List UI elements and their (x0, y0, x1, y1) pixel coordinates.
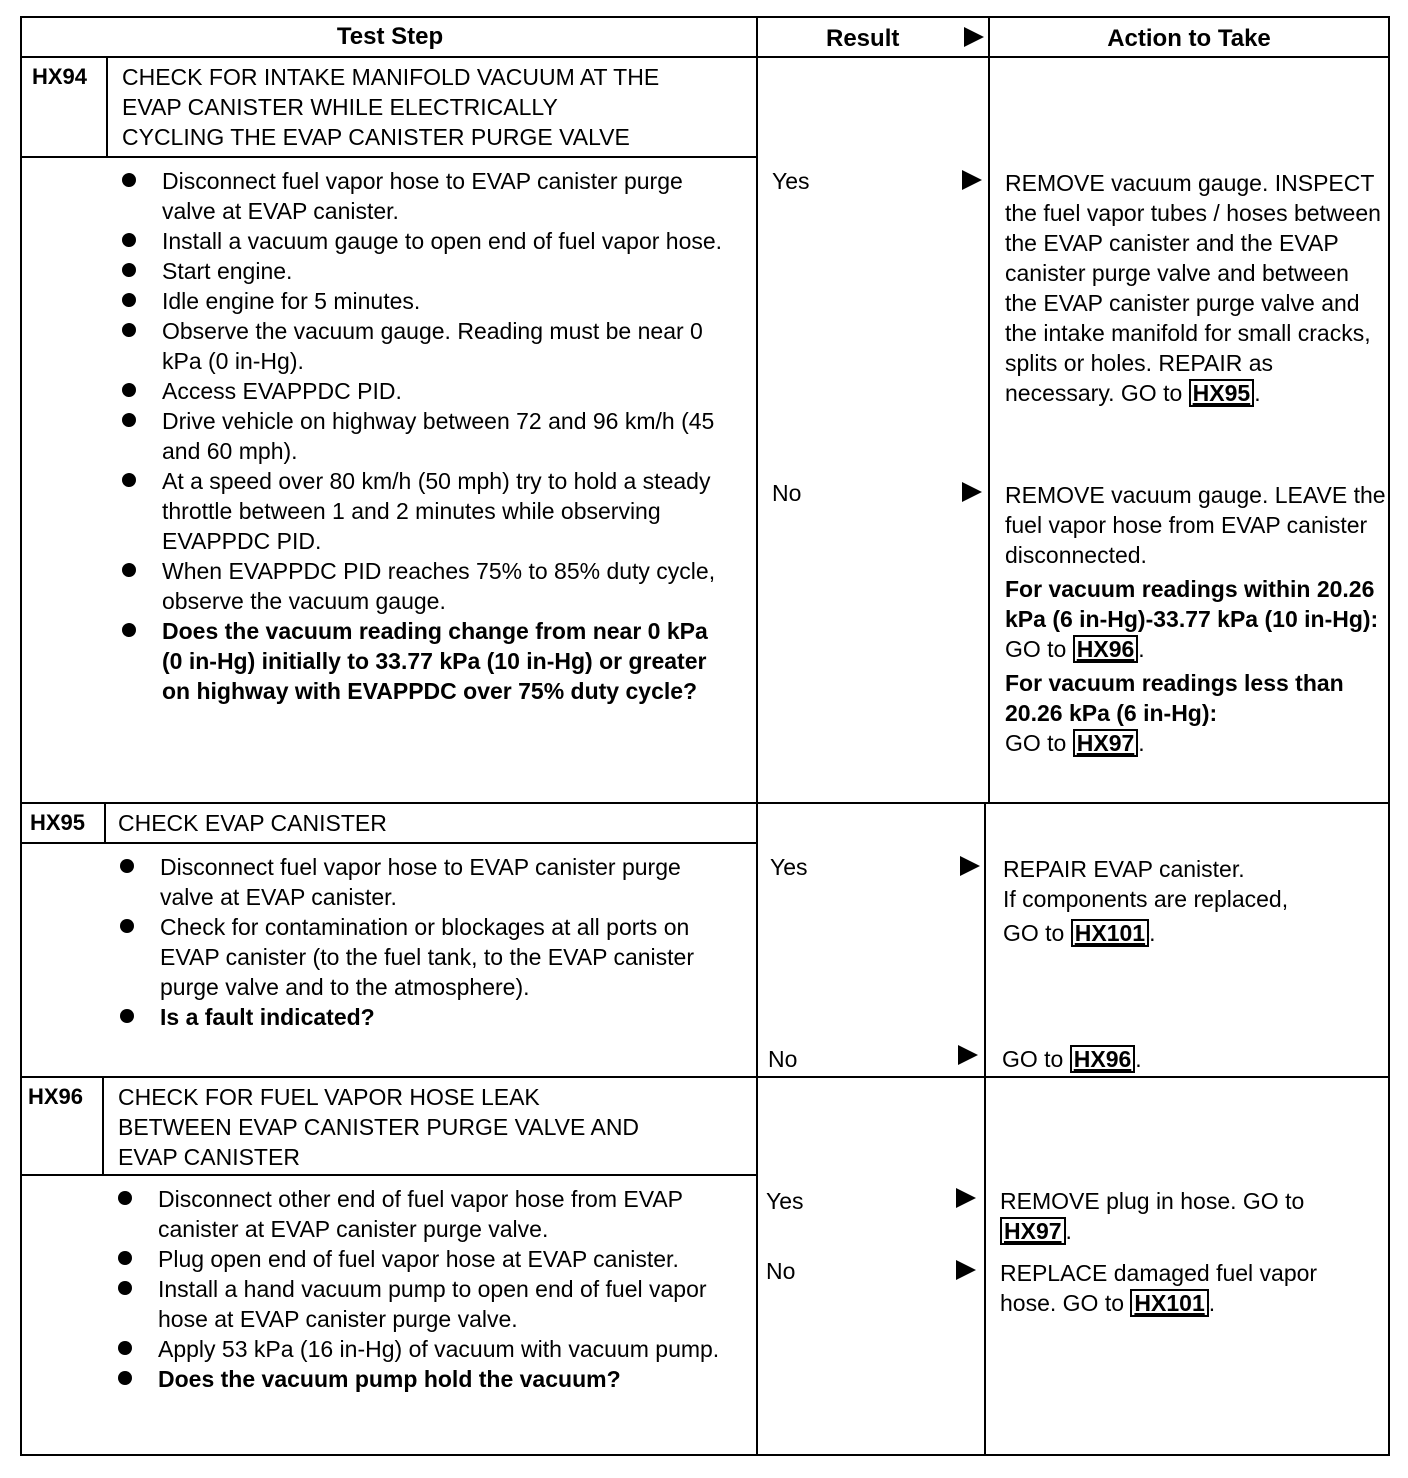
bullet-icon (122, 173, 136, 187)
table-border-top (20, 16, 1390, 18)
bullet-icon (118, 1281, 132, 1295)
hx94-title-underline (20, 156, 758, 158)
step-title-hx96 (118, 1082, 639, 1172)
goto-hx97-link[interactable]: HX97 (1000, 1217, 1066, 1245)
hx96-yes-arrow-icon (956, 1188, 976, 1208)
header-arrow-icon (964, 27, 984, 47)
bullet-icon (122, 623, 136, 637)
goto-hx97-link[interactable]: HX97 (1073, 729, 1139, 757)
hx94-result-yes: Yes (772, 168, 810, 194)
bullet-icon (122, 293, 136, 307)
column-divider-result-action-lower (984, 802, 986, 1456)
bullet-icon (122, 413, 136, 427)
action-text: REMOVE plug in hose. GO to (1000, 1188, 1305, 1214)
hx96-result-yes: Yes (766, 1188, 804, 1214)
list-item: Check for contamination or blockages at all ports on EVAP canister (to the fuel tank, to the EVAP canister purge valve and to the atmosphere). (120, 912, 730, 1002)
hx95-result-yes: Yes (770, 854, 808, 880)
goto-text: GO to (1003, 920, 1065, 946)
list-item: At a speed over 80 km/h (50 mph) try to hold a steady throttle between 1 and 2 minutes while observing EVAPPDC PID. (122, 466, 732, 556)
hx96-title-underline (20, 1174, 758, 1176)
hx96-action-no: REPLACE damaged fuel vapor hose. GO to HX101 . (1000, 1260, 1318, 1316)
bullet-icon (122, 323, 136, 337)
hx94-action-yes: REMOVE vacuum gauge. INSPECT the fuel vapor tubes / hoses between the EVAP canister and the EVAP canister purge valve and between the EVAP canister purge valve and the intake manifold for small cracks, splits or holes. REPAIR as necessary. GO to HX95 . (1005, 170, 1381, 406)
list-item: Access EVAPPDC PID. (122, 376, 732, 406)
goto-hx101-link[interactable]: HX101 (1071, 919, 1149, 947)
list-item: Drive vehicle on highway between 72 and 96 km/h (45 and 60 mph). (122, 406, 732, 466)
bullet-icon (122, 263, 136, 277)
list-item: Disconnect fuel vapor hose to EVAP canister purge valve at EVAP canister. (120, 852, 730, 912)
action-text: REPLACE damaged fuel vapor hose. GO to (1000, 1260, 1318, 1316)
hx94-result-no: No (772, 480, 802, 506)
action-text: REMOVE vacuum gauge. INSPECT the fuel vapor tubes / hoses between the EVAP canister and the EVAP canister purge valve and between the EVAP canister purge valve and the intake manifold for small cracks, splits or holes. REPAIR as necessary. GO to (1005, 170, 1381, 406)
row-divider-hx94-hx95 (20, 802, 1390, 804)
bullet-icon (118, 1251, 132, 1265)
bullet-icon (120, 919, 134, 933)
row-divider-hx95-hx96 (20, 1076, 1390, 1078)
bullet-icon (122, 233, 136, 247)
hx94-action-no: REMOVE vacuum gauge. LEAVE the fuel vapor hose from EVAP canister disconnected. For vacuum readings within 20.26 kPa (6 in-Hg)-33.77 kPa (10 in-Hg): GO to HX96 . For vacuum readings less than 20.26 kPa (6 in-Hg): GO to HX97 . (1005, 482, 1386, 756)
goto-hx101-link[interactable]: HX101 (1130, 1289, 1208, 1317)
question-item: Is a fault indicated? (120, 1002, 730, 1032)
header-test-step: Test Step (336, 23, 444, 50)
bullet-icon (120, 859, 134, 873)
hx96-no-arrow-icon (956, 1260, 976, 1280)
condition-text: For vacuum readings less than 20.26 kPa (6 in-Hg): (1005, 670, 1344, 726)
step-title-line: BETWEEN EVAP CANISTER PURGE VALVE AND (118, 1114, 640, 1140)
list-item: Disconnect fuel vapor hose to EVAP canister purge valve at EVAP canister. (122, 166, 732, 226)
hx95-yes-arrow-icon (960, 856, 980, 876)
bullet-icon (118, 1371, 132, 1385)
list-item: Disconnect other end of fuel vapor hose from EVAP canister at EVAP canister purge valve. (118, 1184, 732, 1244)
bullet-icon (118, 1341, 132, 1355)
hx94-yes-arrow-icon (962, 170, 982, 190)
table-border-bottom (20, 1454, 1390, 1456)
column-divider-result-action-hx94 (988, 56, 990, 802)
list-item: Plug open end of fuel vapor hose at EVAP canister. (118, 1244, 732, 1274)
list-item: Start engine. (122, 256, 732, 286)
action-text: If components are replaced, (1003, 886, 1289, 912)
hx95-title-underline (20, 842, 758, 844)
action-text: REPAIR EVAP canister. (1003, 856, 1245, 882)
hx95-step-list (120, 852, 730, 1032)
bullet-icon (122, 563, 136, 577)
header-divider (20, 56, 1390, 58)
goto-text: GO to (1005, 730, 1067, 756)
header-result: Result (826, 25, 900, 52)
hx96-result-no: No (766, 1258, 796, 1284)
hx94-id-divider (106, 56, 108, 156)
list-item: Install a vacuum gauge to open end of fuel vapor hose. (122, 226, 732, 256)
step-title-line: EVAP CANISTER WHILE ELECTRICALLY (122, 94, 558, 120)
goto-hx96-link[interactable]: HX96 (1070, 1045, 1136, 1073)
condition-text: For vacuum readings within 20.26 kPa (6 in-Hg)-33.77 kPa (10 in-Hg): (1005, 576, 1379, 632)
goto-text: GO to (1005, 636, 1067, 662)
step-title-hx95 (118, 808, 387, 838)
bullet-icon (122, 473, 136, 487)
list-item: When EVAPPDC PID reaches 75% to 85% duty cycle, observe the vacuum gauge. (122, 556, 732, 616)
question-item: Does the vacuum pump hold the vacuum? (118, 1364, 732, 1394)
column-divider-test-result (756, 16, 758, 1456)
hx96-id-divider (102, 1076, 104, 1174)
table-border-right (1388, 16, 1390, 1456)
header-action-to-take: Action to Take (1107, 25, 1271, 52)
goto-text: GO to (1002, 1046, 1064, 1072)
step-id-hx96: HX96 (28, 1084, 84, 1109)
hx95-action-yes: REPAIR EVAP canister. If components are replaced, GO to HX101 . (1003, 854, 1379, 948)
step-title-hx94 (122, 62, 659, 152)
hx95-no-arrow-icon (958, 1045, 978, 1065)
hx94-no-arrow-icon (962, 482, 982, 502)
hx96-step-list (118, 1184, 732, 1394)
goto-hx95-link[interactable]: HX95 (1189, 379, 1255, 407)
step-title-line: CYCLING THE EVAP CANISTER PURGE VALVE (122, 124, 630, 150)
list-item: Apply 53 kPa (16 in-Hg) of vacuum with vacuum pump. (118, 1334, 732, 1364)
hx95-id-divider (104, 802, 106, 842)
hx95-result-no: No (768, 1046, 798, 1072)
hx95-action-no: GO to HX96 . (1002, 1046, 1142, 1072)
bullet-icon (122, 383, 136, 397)
step-title-line: CHECK FOR FUEL VAPOR HOSE LEAK (118, 1084, 540, 1110)
goto-hx96-link[interactable]: HX96 (1073, 635, 1139, 663)
step-id-hx95: HX95 (30, 810, 86, 835)
hx94-step-list (122, 166, 732, 706)
bullet-icon (118, 1191, 132, 1205)
question-item: Does the vacuum reading change from near 0 kPa (0 in-Hg) initially to 33.77 kPa (10 in-Hg) or greater on highway with EVAPPDC over 75% duty cycle? (122, 616, 732, 706)
table-border-left (20, 16, 22, 1456)
list-item: Install a hand vacuum pump to open end of fuel vapor hose at EVAP canister purge valve. (118, 1274, 732, 1334)
action-text: REMOVE vacuum gauge. LEAVE the fuel vapor hose from EVAP canister disconnected. (1005, 482, 1386, 568)
hx96-action-yes: REMOVE plug in hose. GO to HX97 . (1000, 1188, 1305, 1244)
step-title-line: CHECK FOR INTAKE MANIFOLD VACUUM AT THE (122, 64, 660, 90)
list-item: Idle engine for 5 minutes. (122, 286, 732, 316)
bullet-icon (120, 1009, 134, 1023)
step-id-hx94: HX94 (32, 64, 88, 89)
list-item: Observe the vacuum gauge. Reading must be near 0 kPa (0 in-Hg). (122, 316, 732, 376)
step-title-line: CHECK EVAP CANISTER (118, 810, 387, 836)
step-title-line: EVAP CANISTER (118, 1144, 300, 1170)
